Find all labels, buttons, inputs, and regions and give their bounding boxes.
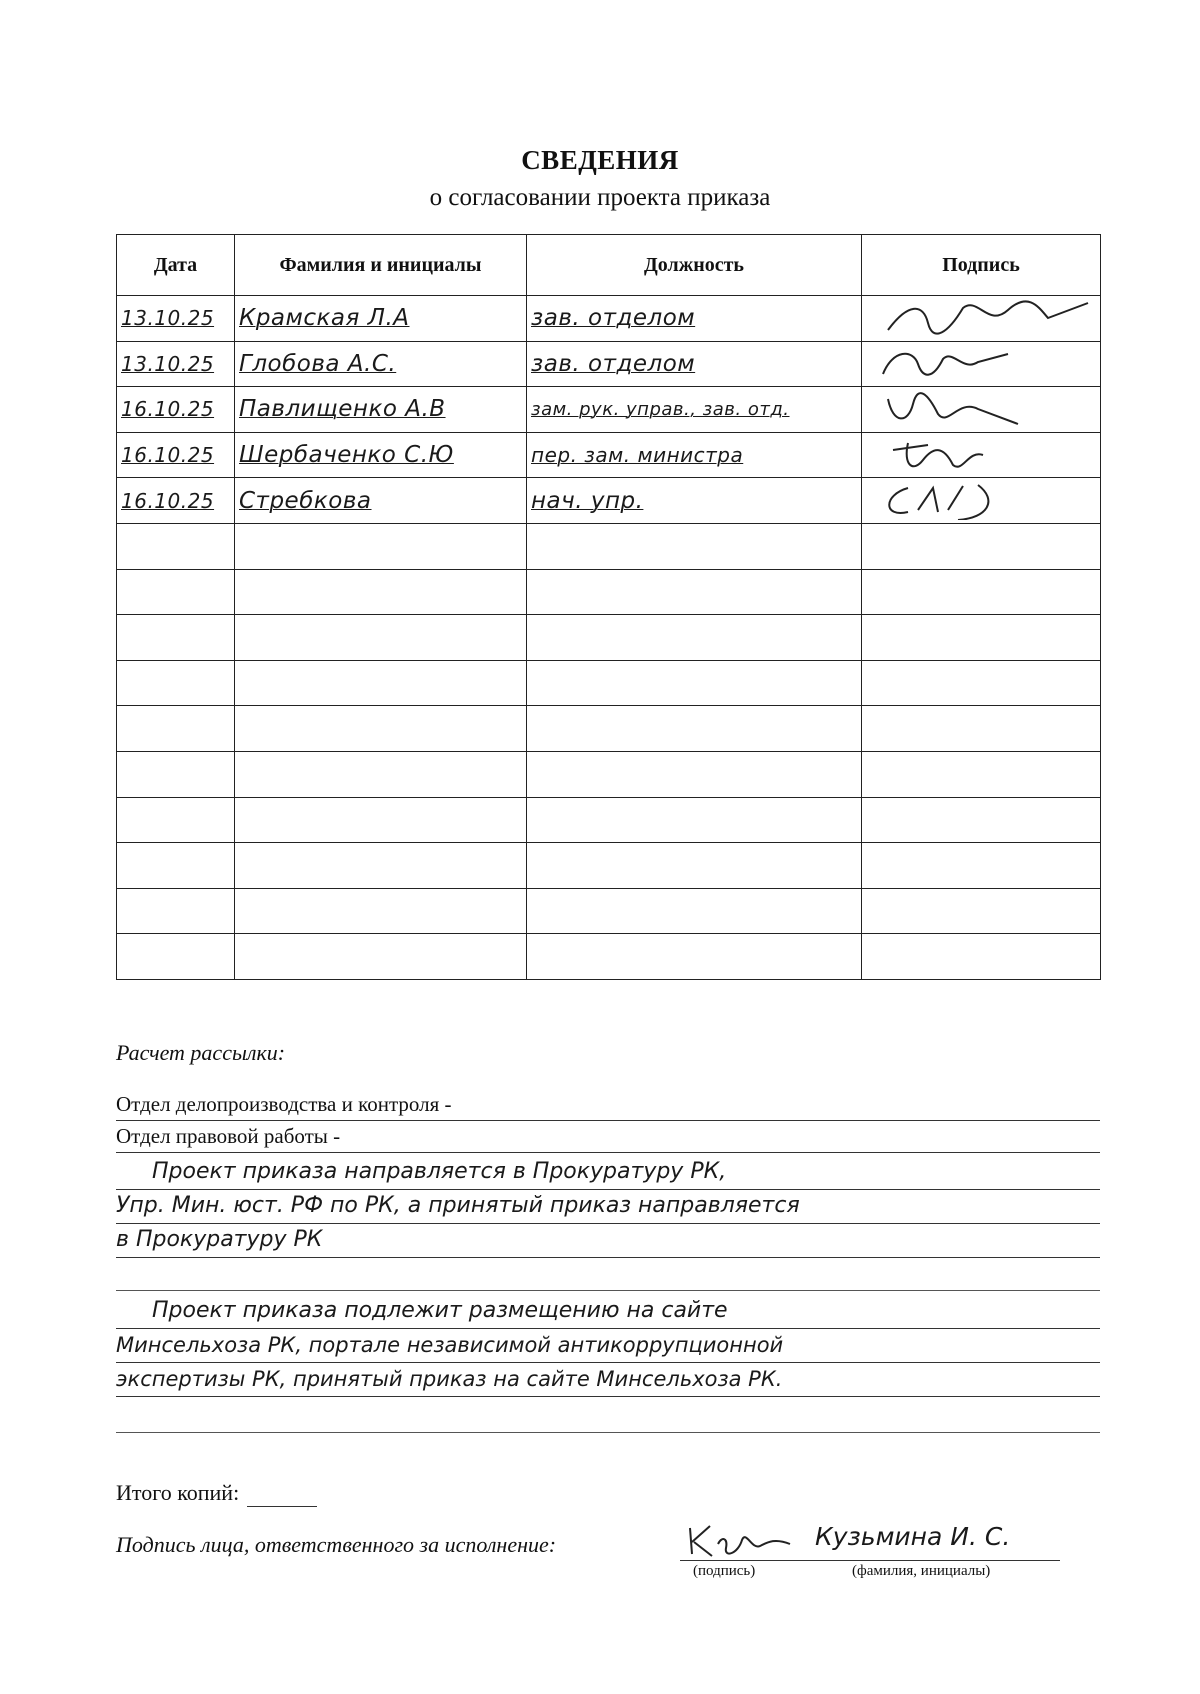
table-row-empty — [117, 934, 1101, 980]
handwritten-signature — [868, 480, 1093, 520]
row-position: зав. отделом — [531, 350, 696, 377]
empty-cell — [235, 706, 527, 752]
table-row-empty — [117, 615, 1101, 661]
approval-table — [116, 234, 1101, 980]
empty-cell — [117, 843, 235, 889]
row-name: Павлищенко А.В — [239, 396, 446, 423]
responsible-signature-area — [680, 1520, 1060, 1561]
table-header-row — [117, 235, 1101, 296]
row-position: зав. отделом — [531, 305, 696, 332]
empty-cell — [117, 569, 235, 615]
empty-cell — [527, 934, 862, 980]
row-name: Глобова А.С. — [239, 350, 397, 377]
copies-count — [116, 1480, 317, 1507]
row-name: Стребкова — [239, 487, 372, 514]
empty-cell — [862, 888, 1101, 934]
empty-cell — [235, 797, 527, 843]
empty-cell — [235, 569, 527, 615]
empty-cell — [527, 843, 862, 889]
empty-cell — [235, 523, 527, 569]
handwritten-note-line: Проект приказа подлежит размещению на сайте — [116, 1294, 1100, 1329]
row-date: 13.10.25 — [121, 306, 215, 331]
signature-caption: (подпись) — [693, 1563, 756, 1579]
empty-cell — [117, 523, 235, 569]
table-row — [117, 387, 1101, 433]
handwritten-note-line: Минсельхоза РК, портале независимой антикоррупционной — [116, 1328, 1100, 1363]
empty-cell — [862, 843, 1101, 889]
empty-cell — [527, 797, 862, 843]
empty-cell — [235, 934, 527, 980]
handwritten-note-line: в Прокуратуру РК — [116, 1223, 1100, 1258]
empty-cell — [527, 615, 862, 661]
empty-cell — [527, 569, 862, 615]
handwritten-signature — [868, 298, 1093, 338]
empty-cell — [862, 523, 1101, 569]
handwritten-note-line: Упр. Мин. юст. РФ по РК, а принятый приказ направляется — [116, 1189, 1100, 1224]
handwritten-signature — [868, 435, 1093, 475]
table-row-empty — [117, 523, 1101, 569]
blank-line — [116, 1432, 1100, 1433]
handwritten-note-line: экспертизы РК, принятый приказ на сайте Минсельхоза РК. — [116, 1362, 1100, 1397]
row-date: 16.10.25 — [121, 488, 215, 513]
distribution-line-records — [116, 1088, 1100, 1121]
row-name: Шербаченко С.Ю — [239, 442, 454, 469]
name-caption: (фамилия, инициалы) — [852, 1563, 991, 1579]
empty-cell — [862, 660, 1101, 706]
empty-cell — [862, 751, 1101, 797]
empty-cell — [235, 751, 527, 797]
row-position: нач. упр. — [531, 487, 644, 514]
empty-cell — [862, 934, 1101, 980]
table-row — [117, 341, 1101, 387]
empty-cell — [527, 523, 862, 569]
table-row — [117, 432, 1101, 478]
row-position: зам. рук. управ., зав. отд. — [531, 398, 790, 420]
empty-cell — [862, 615, 1101, 661]
blank-line — [116, 1290, 1100, 1291]
empty-cell — [527, 660, 862, 706]
empty-cell — [235, 888, 527, 934]
handwritten-note-line: Проект приказа направляется в Прокуратуру РК, — [116, 1155, 1100, 1190]
distribution-label: Расчет рассылки: — [116, 1040, 286, 1065]
empty-cell — [235, 843, 527, 889]
empty-cell — [117, 660, 235, 706]
table-row-empty — [117, 751, 1101, 797]
column-header-position: Должность — [527, 235, 862, 296]
column-header-signature: Подпись — [862, 235, 1101, 296]
table-row-empty — [117, 797, 1101, 843]
table-row-empty — [117, 706, 1101, 752]
empty-cell — [527, 751, 862, 797]
empty-cell — [862, 569, 1101, 615]
column-header-date: Дата — [117, 235, 235, 296]
row-name: Крамская Л.А — [239, 305, 410, 332]
empty-cell — [235, 660, 527, 706]
handwritten-signature — [868, 344, 1093, 384]
empty-cell — [117, 797, 235, 843]
copies-label: Итого копий: — [116, 1480, 240, 1505]
empty-cell — [862, 797, 1101, 843]
row-date: 16.10.25 — [121, 397, 215, 422]
handwritten-signature — [868, 389, 1093, 429]
table-row-empty — [117, 843, 1101, 889]
table-body — [117, 296, 1101, 980]
responsible-name: Кузьмина И. С. — [815, 1522, 1011, 1551]
empty-cell — [117, 615, 235, 661]
empty-cell — [117, 751, 235, 797]
empty-cell — [117, 888, 235, 934]
row-position: пер. зам. министра — [531, 443, 744, 468]
table-row-empty — [117, 888, 1101, 934]
empty-cell — [527, 888, 862, 934]
column-header-name: Фамилия и инициалы — [235, 235, 527, 296]
table-row-empty — [117, 660, 1101, 706]
document-title: СВЕДЕНИЯ — [521, 145, 679, 175]
table-row — [117, 478, 1101, 524]
distribution-line-legal — [116, 1120, 1100, 1153]
copies-blank — [247, 1480, 317, 1507]
table-row-empty — [117, 569, 1101, 615]
row-date: 16.10.25 — [121, 443, 215, 468]
empty-cell — [527, 706, 862, 752]
empty-cell — [235, 615, 527, 661]
distribution-legal-text: Отдел правовой работы - — [116, 1124, 341, 1148]
empty-cell — [862, 706, 1101, 752]
empty-cell — [117, 934, 235, 980]
table-row — [117, 296, 1101, 342]
handwritten-signature — [680, 1520, 800, 1560]
responsible-label: Подпись лица, ответственного за исполнение: — [116, 1532, 557, 1557]
empty-cell — [117, 706, 235, 752]
row-date: 13.10.25 — [121, 351, 215, 376]
distribution-records-text: Отдел делопроизводства и контроля - — [116, 1092, 452, 1116]
document-subtitle: о согласовании проекта приказа — [429, 184, 771, 211]
